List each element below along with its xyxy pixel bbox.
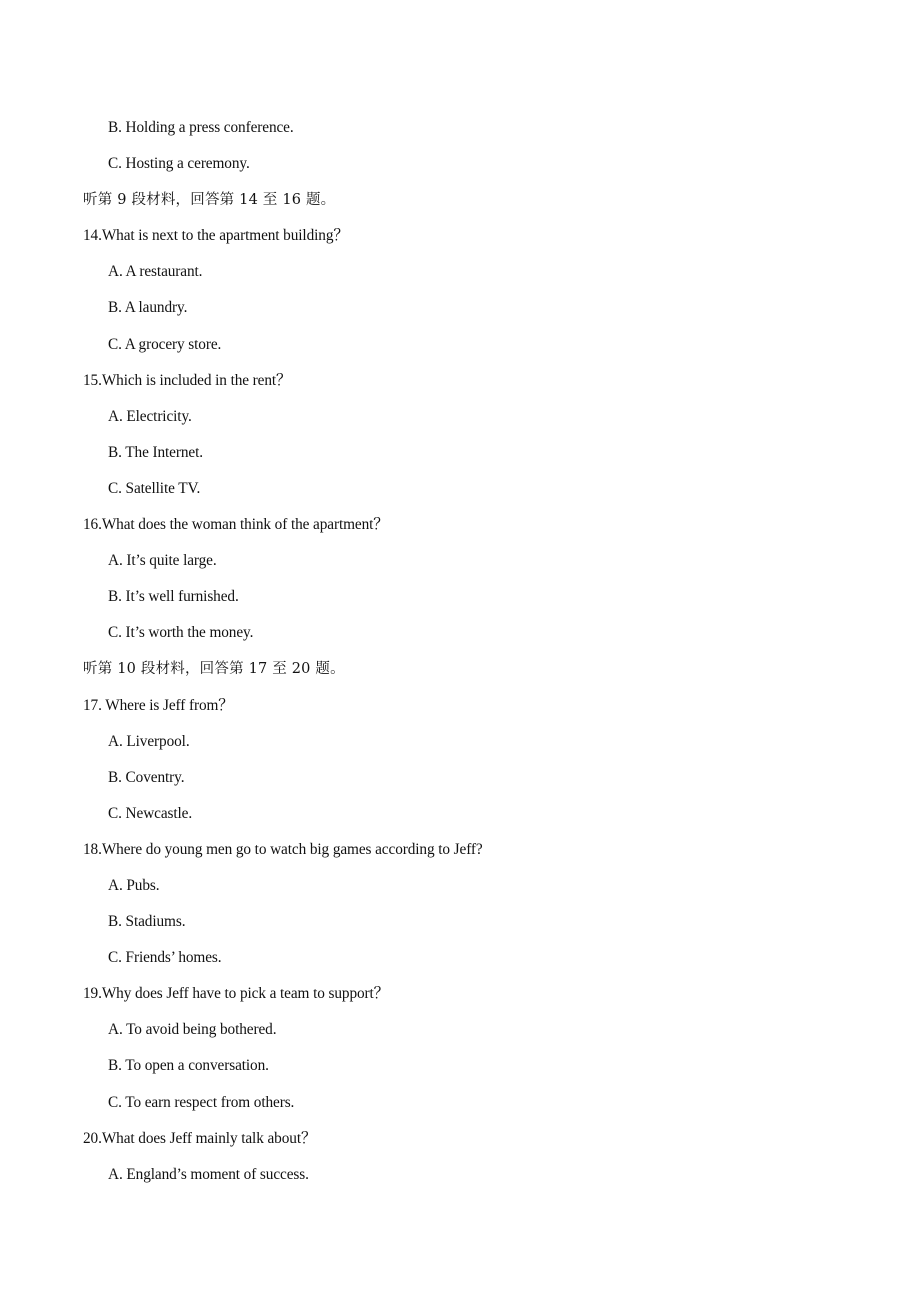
option-18b: B. Stadiums. [108,913,186,931]
option-17a: A. Liverpool. [108,732,190,750]
question-15: 15.Which is included in the rent？ [83,371,292,389]
option-16a: A. It’s quite large. [108,552,217,570]
option-15c: C. Satellite TV. [108,479,201,497]
option-17c: C. Newcastle. [108,804,193,822]
option-15b: B. The Internet. [108,443,203,461]
option-20a: A. England’s moment of success. [108,1165,309,1183]
question-20: 20.What does Jeff mainly talk about？ [83,1129,317,1147]
question-17: 17. Where is Jeff from？ [83,696,234,714]
option-17b: B. Coventry. [108,768,185,786]
option-16b: B. It’s well furnished. [108,588,239,606]
option-16c: C. It’s worth the money. [108,624,254,642]
option-19c: C. To earn respect from others. [108,1093,295,1111]
option-13c: C. Hosting a ceremony. [108,155,250,173]
option-19a: A. To avoid being bothered. [108,1021,277,1039]
document-content [83,117,843,1200]
question-14: 14.What is next to the apartment building？ [83,227,349,245]
question-18: 18.Where do young men go to watch big games according to Jeff? [83,840,483,858]
section-instruction-10: 听第 10 段材料，回答第 17 至 20 题。 [83,661,345,678]
section-instruction-9: 听第 9 段材料，回答第 14 至 16 题。 [83,192,336,209]
question-16: 16.What does the woman think of the apartment？ [83,516,389,534]
option-14a: A. A restaurant. [108,263,203,281]
option-14c: C. A grocery store. [108,335,222,353]
option-13b: B. Holding a press conference. [108,119,294,136]
option-14b: B. A laundry. [108,299,188,317]
question-19: 19.Why does Jeff have to pick a team to support？ [83,985,389,1003]
option-18a: A. Pubs. [108,876,160,894]
option-19b: B. To open a conversation. [108,1057,269,1075]
option-18c: C. Friends’ homes. [108,949,222,967]
option-15a: A. Electricity. [108,407,192,425]
